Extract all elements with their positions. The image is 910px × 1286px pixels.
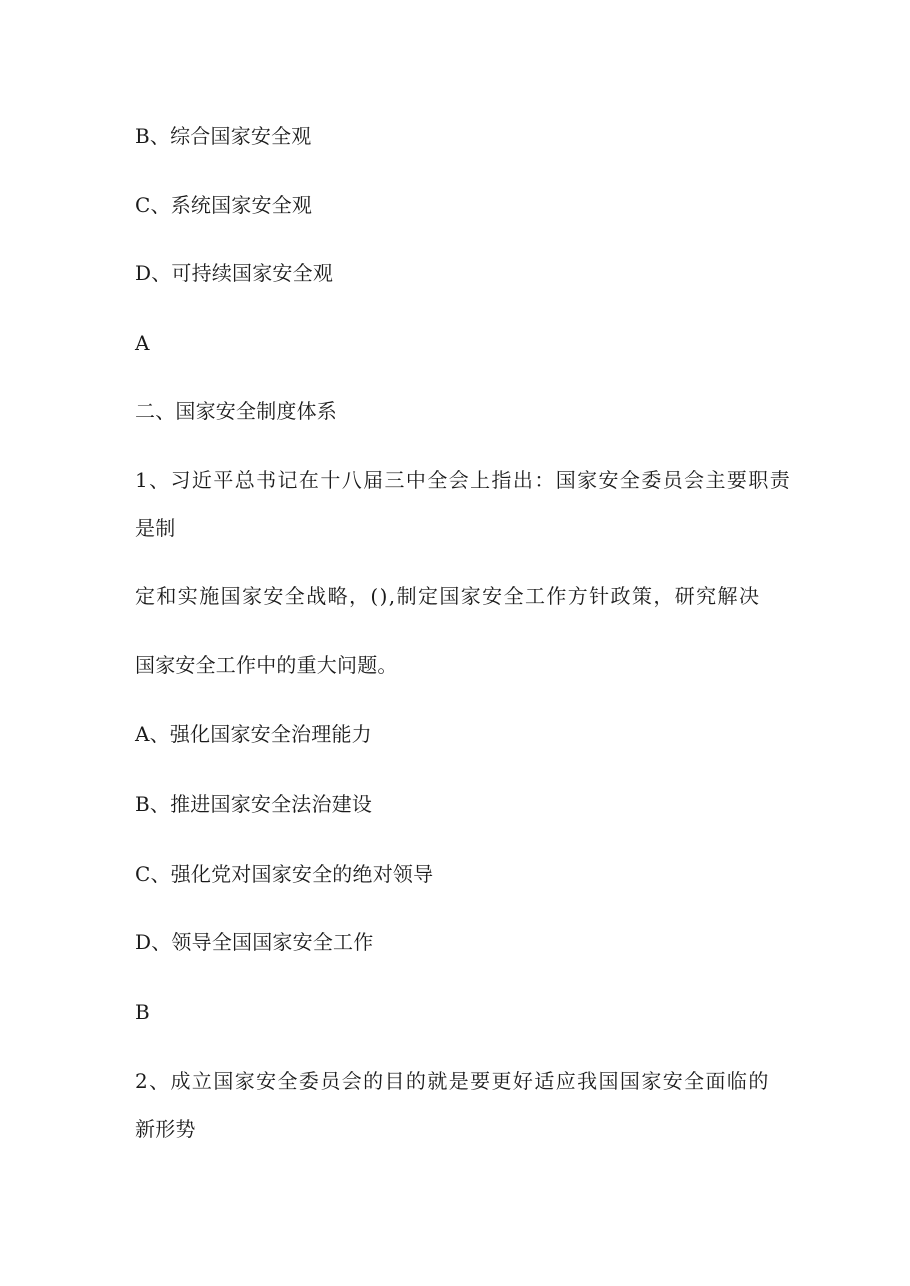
question-text-cont: 定和实施国家安全战略，(),制定国家安全工作方针政策，研究解决: [135, 584, 761, 608]
question-text: 2、成立国家安全委员会的目的就是要更好适应我国国家安全面临的: [135, 1069, 770, 1093]
question-text-cont: 是制: [135, 516, 176, 540]
answer: B: [135, 1000, 150, 1024]
option-d: D、领导全国国家安全工作: [135, 930, 374, 954]
question-text-cont: 国家安全工作中的重大问题。: [135, 653, 398, 677]
option-b: B、推进国家安全法治建设: [135, 792, 373, 816]
option-c: C、系统国家安全观: [135, 193, 313, 217]
question-text: 1、习近平总书记在十八届三中全会上指出：国家安全委员会主要职责: [135, 468, 792, 492]
option-b: B、综合国家安全观: [135, 124, 312, 148]
option-c: C、强化党对国家安全的绝对领导: [135, 862, 434, 886]
question-text-cont: 新形势: [135, 1117, 196, 1141]
option-d: D、可持续国家安全观: [135, 261, 334, 285]
answer: A: [135, 331, 150, 355]
option-a: A、强化国家安全治理能力: [135, 722, 372, 746]
section-heading: 二、国家安全制度体系: [135, 399, 337, 423]
